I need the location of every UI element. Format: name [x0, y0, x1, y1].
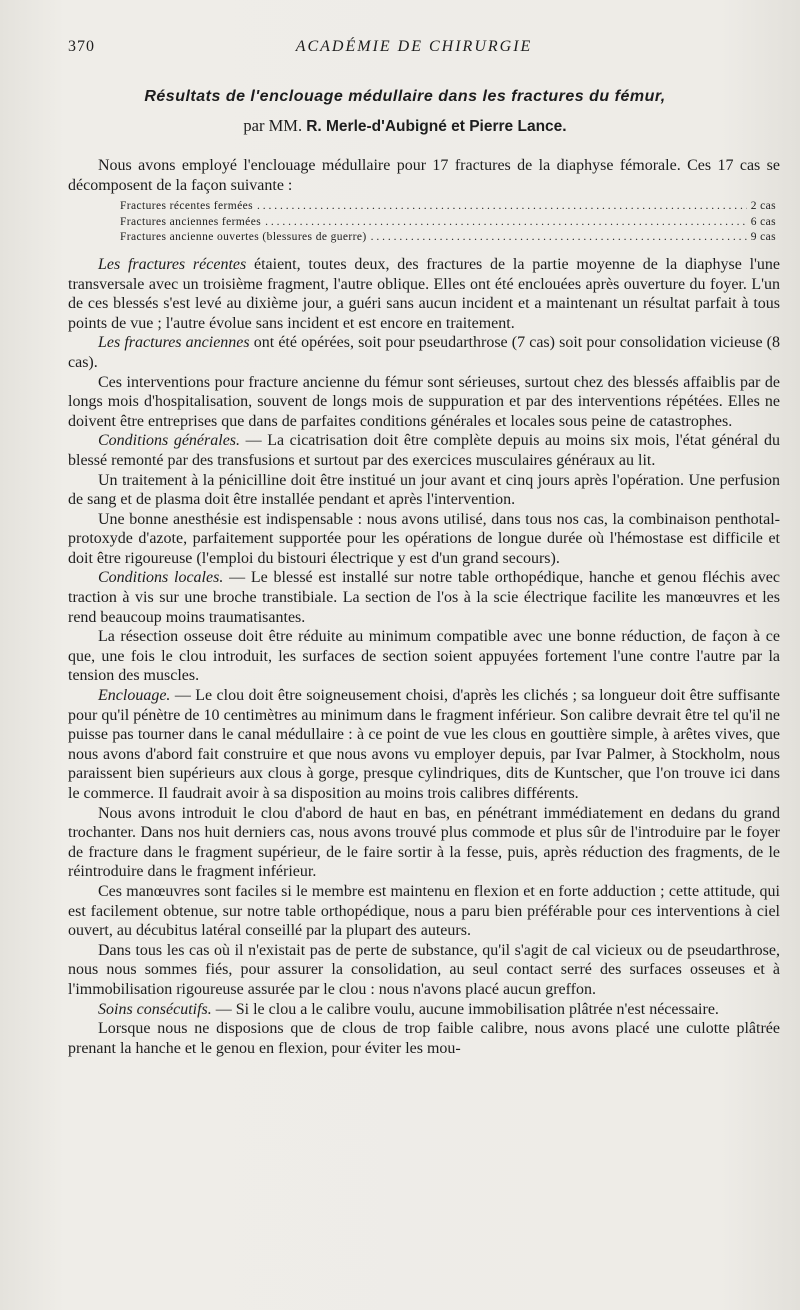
page-header [68, 38, 760, 58]
body-paragraph [68, 882, 780, 941]
body-paragraph [68, 804, 780, 882]
intro-paragraph: Nous avons employé l'enclouage médullaire pour 17 fractures de la diaphyse fémorale. Ces 17 cas se décomposent de la façon suivante : [68, 157, 780, 194]
paragraph-text: étaient, toutes deux, des fractures de la partie moyenne de la diaphyse l'une transversale avec un troisième fragment, l'autre oblique. Elles ont été enclouées après ouverture du foyer. L'un de ces blessés s'est levé au dixième jour, a guéri sans aucun incident et a maintenant un résultat parfait à tous points de vue ; l'autre évolue sans incident et est encore en traitement. [68, 255, 781, 332]
body-paragraph [68, 686, 780, 804]
paragraph-text: Dans tous les cas où il n'existait pas de perte de substance, qu'il s'agit de cal vicieux ou de pseudarthrose, nous nous sommes fiés, pour assurer la consolidation, au seul contact serré des surfaces osseuses et à l'immobilisation rigoureuse assurée par le clou : nous n'avons placé aucun greffon. [68, 941, 780, 998]
body-paragraph [68, 431, 780, 470]
body-paragraph [68, 471, 780, 510]
body-paragraph [68, 568, 780, 627]
paragraph-lead: Les fractures anciennes [98, 334, 250, 352]
body-paragraph [68, 373, 780, 432]
paragraph-lead: Conditions générales. [98, 432, 241, 450]
paragraph-text: Ces interventions pour fracture ancienne du fémur sont sérieuses, surtout chez des blessés affaiblis par de longs mois d'hospitalisation, souvent de longs mois de suppuration et par des interventions répétées. Elles ne doivent être entreprises que dans de parfaites conditions générales et locales sous peine de catastrophes. [68, 373, 780, 430]
paragraph-text: — La cicatrisation doit être complète depuis au moins six mois, l'état général du blessé remonté par des transfusions et surtout par des exercices musculaires généraux au lit. [68, 432, 781, 469]
body-paragraph [68, 1000, 780, 1020]
paragraph-lead: Les fractures récentes [98, 255, 247, 273]
paragraph-text: La résection osseuse doit être réduite au minimum compatible avec une bonne réduction, de façon à ce que, une fois le clou introduit, les surfaces de section soient appuyées fortement l'une contre l'autre par la tension des muscles. [68, 628, 780, 685]
leader-dots [265, 215, 747, 231]
page-number: 370 [68, 38, 95, 55]
case-label: Fractures récentes fermées [120, 200, 253, 213]
body-paragraph [68, 255, 780, 333]
case-count: 9 cas [750, 231, 776, 244]
paragraph-text: — Le clou doit être soigneusement choisi, d'après les clichés ; sa longueur doit être suffisante pour qu'il pénètre de 10 centimètres au minimum dans le fragment inférieur. Son calibre devrait être tel qu'il ne puisse pas tourner dans le canal médullaire : à ce point de vue les clous en gouttière simple, à arêtes vives, que nous avons d'abord fait construire et que nous avons vu employer depuis, par Ivar Palmer, à Stockholm, nous paraissent bien supérieurs aux clous à gorge, presque cylindriques, dits de Kuntscher, que l'on trouve ici dans le commerce. Il faudrait avoir à sa disposition au moins trois calibres différents. [68, 687, 780, 802]
case-list [120, 199, 776, 246]
byline-prefix: par MM. [243, 116, 303, 135]
body-paragraph [68, 510, 780, 569]
leader-dots [257, 199, 747, 215]
paragraph-lead: Enclouage. [98, 687, 171, 705]
paragraph-list [68, 255, 780, 1058]
article-title: Résultats de l'enclouage médullaire dans les fractures du fémur, [144, 88, 666, 105]
paragraph-text: ont été opérées, soit pour pseudarthrose (7 cas) soit pour consolidation vicieuse (8 cas). [68, 334, 781, 371]
case-count: 6 cas [750, 215, 776, 228]
case-label: Fractures ancienne ouvertes (blessures de guerre) [120, 231, 367, 244]
paragraph-text: Nous avons introduit le clou d'abord de haut en bas, en pénétrant immédiatement en dedans du grand trochanter. Dans nos huit derniers cas, nous avons trouvé plus commode et plus sûr de l'introduire par le foyer de fracture dans le fragment supérieur, de le faire sortir à la fesse, puis, après réduction des fragments, de le réintroduire dans le fragment inférieur. [68, 804, 780, 881]
body-paragraph [68, 333, 780, 372]
paragraph-text: Lorsque nous ne disposions que de clous de trop faible calibre, nous avons placé une culotte plâtrée prenant la hanche et le genou en flexion, pour éviter les mou- [68, 1020, 780, 1057]
body-paragraph [68, 627, 780, 686]
paragraph-lead: Conditions locales. [98, 569, 224, 587]
body-paragraph [68, 1019, 780, 1058]
paragraph-text: Un traitement à la pénicilline doit être institué un jour avant et cinq jours après l'opération. Une perfusion de sang et de plasma doit être installée pendant et après l'intervention. [68, 471, 780, 509]
paragraph-text: — Si le clou a le calibre voulu, aucune immobilisation plâtrée n'est nécessaire. [211, 1000, 719, 1018]
paragraph-text: Ces manœuvres sont faciles si le membre est maintenu en flexion et en forte adduction ; cette attitude, qui est facilement obtenue, sur notre table orthopédique, nous a paru bien préférable pour ces interventions à ciel ouvert, au décubitus latéral conseillé par la plupart des auteurs. [68, 882, 780, 940]
paragraph-text: Une bonne anesthésie est indispensable : nous avons utilisé, dans tous nos cas, la combinaison penthotal-protoxyde d'azote, parfaitement supportée pour les opérations de longue durée où l'hémostase est difficile et doit être rigoureuse (l'emploi du bistouri électrique y est d'un grand secours). [68, 510, 780, 567]
byline-authors: R. Merle-d'Aubigné et Pierre Lance. [306, 118, 567, 135]
case-row [120, 215, 776, 231]
paragraph-text: — Le blessé est installé sur notre table orthopédique, hanche et genou fléchis avec traction à vis sur une broche transtibiale. La section de l'os à la scie électrique facilite les manœuvres et les rend beaucoup moins traumatisantes. [68, 569, 781, 626]
article-body [68, 156, 780, 1058]
body-paragraph [68, 941, 780, 1000]
article-byline [40, 116, 770, 136]
case-label: Fractures anciennes fermées [120, 215, 262, 228]
paragraph-lead: Soins consécutifs. [98, 1000, 212, 1018]
leader-dots [371, 230, 747, 246]
case-row [120, 199, 776, 215]
running-head: ACADÉMIE DE CHIRURGIE [295, 38, 533, 55]
case-count: 2 cas [750, 200, 776, 213]
case-row [120, 230, 776, 246]
